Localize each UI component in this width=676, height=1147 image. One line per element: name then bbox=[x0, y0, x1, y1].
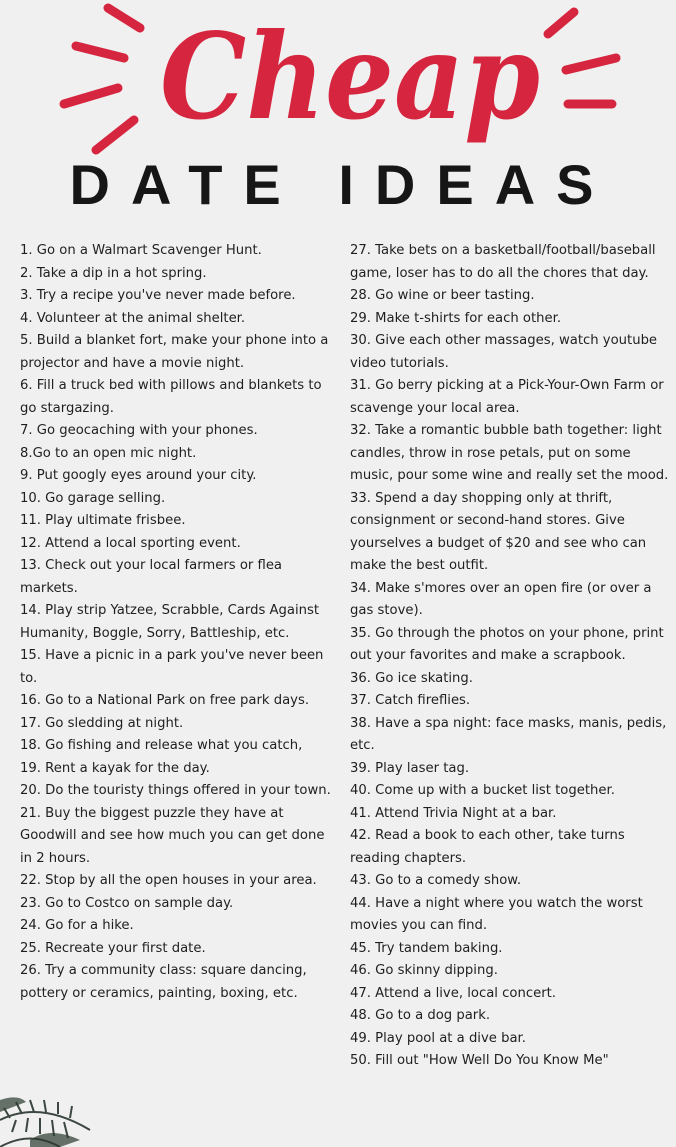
palm-leaf-icon bbox=[0, 1060, 150, 1147]
list-item: 28. Go wine or beer tasting. bbox=[350, 288, 535, 303]
list-item: 10. Go garage selling. bbox=[20, 490, 166, 506]
list-item: 47. Attend a live, local concert. bbox=[350, 985, 556, 1001]
list-item: 25. Recreate your first date. bbox=[20, 940, 206, 956]
list-item: 14. Play strip Yatzee, Scrabble, Cards Against Humanity, Boggle, Sorry, Battleship, etc. bbox=[20, 603, 320, 641]
list-item: 9. Put googly eyes around your city. bbox=[20, 468, 257, 483]
list-item: 32. Take a romantic bubble bath together: light candles, throw in rose petals, put on some music, pour some wine and really set the mood. bbox=[350, 423, 669, 483]
list-item: 29. Make t-shirts for each other. bbox=[350, 310, 562, 326]
ideas-list-right bbox=[350, 240, 672, 1073]
list-item: 23. Go to Costco on sample day. bbox=[20, 895, 234, 911]
list-item: 27. Take bets on a basketball/football/baseball game, loser has to do all the chores that day. bbox=[350, 243, 656, 281]
list-item: 40. Come up with a bucket list together. bbox=[350, 783, 615, 798]
list-item: 16. Go to a National Park on free park days. bbox=[20, 693, 310, 708]
list-item: 6. Fill a truck bed with pillows and blankets to go stargazing. bbox=[20, 378, 322, 416]
list-item: 18. Go fishing and release what you catch, bbox=[20, 738, 303, 753]
list-item: 36. Go ice skating. bbox=[350, 670, 473, 686]
list-item: 12. Attend a local sporting event. bbox=[20, 535, 241, 551]
list-item: 49. Play pool at a dive bar. bbox=[350, 1030, 526, 1046]
list-item: 24. Go for a hike. bbox=[20, 918, 134, 933]
list-item: 11. Play ultimate frisbee. bbox=[20, 513, 186, 528]
list-item: 44. Have a night where you watch the worst movies you can find. bbox=[350, 895, 643, 933]
list-item: 31. Go berry picking at a Pick-Your-Own Farm or scavenge your local area. bbox=[350, 378, 664, 416]
list-item: 50. Fill out "How Well Do You Know Me" bbox=[350, 1053, 609, 1068]
list-item: 4. Volunteer at the animal shelter. bbox=[20, 310, 246, 326]
list-item: 38. Have a spa night: face masks, manis, pedis, etc. bbox=[350, 715, 667, 753]
list-item: 37. Catch fireflies. bbox=[350, 693, 471, 708]
list-item: 34. Make s'mores over an open fire (or over a gas stove). bbox=[350, 580, 652, 618]
list-item: 13. Check out your local farmers or flea markets. bbox=[20, 558, 283, 596]
list-item: 45. Try tandem baking. bbox=[350, 940, 503, 956]
list-item: 1. Go on a Walmart Scavenger Hunt. bbox=[20, 243, 262, 258]
list-item: 21. Buy the biggest puzzle they have at Goodwill and see how much you can get done in 2 hours. bbox=[20, 805, 325, 866]
list-item: 7. Go geocaching with your phones. bbox=[20, 423, 258, 438]
list-item: 42. Read a book to each other, take turns reading chapters. bbox=[350, 828, 625, 866]
list-item: 15. Have a picnic in a park you've never been to. bbox=[20, 648, 324, 686]
list-item: 8.Go to an open mic night. bbox=[20, 445, 197, 461]
script-title-text: Cheap bbox=[160, 7, 540, 146]
list-item: 35. Go through the photos on your phone, print out your favorites and make a scrapbook. bbox=[350, 625, 664, 663]
list-item: 46. Go skinny dipping. bbox=[350, 963, 498, 978]
list-item: 30. Give each other massages, watch youtube video tutorials. bbox=[350, 333, 658, 371]
list-item: 5. Build a blanket fort, make your phone into a projector and have a movie night. bbox=[20, 333, 329, 371]
list-item: 39. Play laser tag. bbox=[350, 760, 470, 776]
list-item: 43. Go to a comedy show. bbox=[350, 873, 522, 888]
page-title: DATE IDEAS bbox=[69, 153, 615, 216]
list-item: 41. Attend Trivia Night at a bar. bbox=[350, 805, 557, 821]
list-item: 20. Do the touristy things offered in your town. bbox=[20, 783, 331, 798]
list-item: 19. Rent a kayak for the day. bbox=[20, 760, 210, 776]
list-item: 17. Go sledding at night. bbox=[20, 715, 184, 731]
list-item: 33. Spend a day shopping only at thrift, consignment or second-hand stores. Give yourselves a budget of $20 and see who can make the best outfit. bbox=[350, 490, 647, 573]
list-item: 2. Take a dip in a hot spring. bbox=[20, 265, 207, 281]
list-item: 3. Try a recipe you've never made before. bbox=[20, 288, 296, 303]
list-item: 22. Stop by all the open houses in your area. bbox=[20, 873, 317, 888]
list-item: 48. Go to a dog park. bbox=[350, 1008, 491, 1023]
list-item: 26. Try a community class: square dancing, pottery or ceramics, painting, boxing, etc. bbox=[20, 963, 307, 1001]
ideas-list-left bbox=[20, 240, 340, 1005]
script-title bbox=[150, 0, 550, 150]
